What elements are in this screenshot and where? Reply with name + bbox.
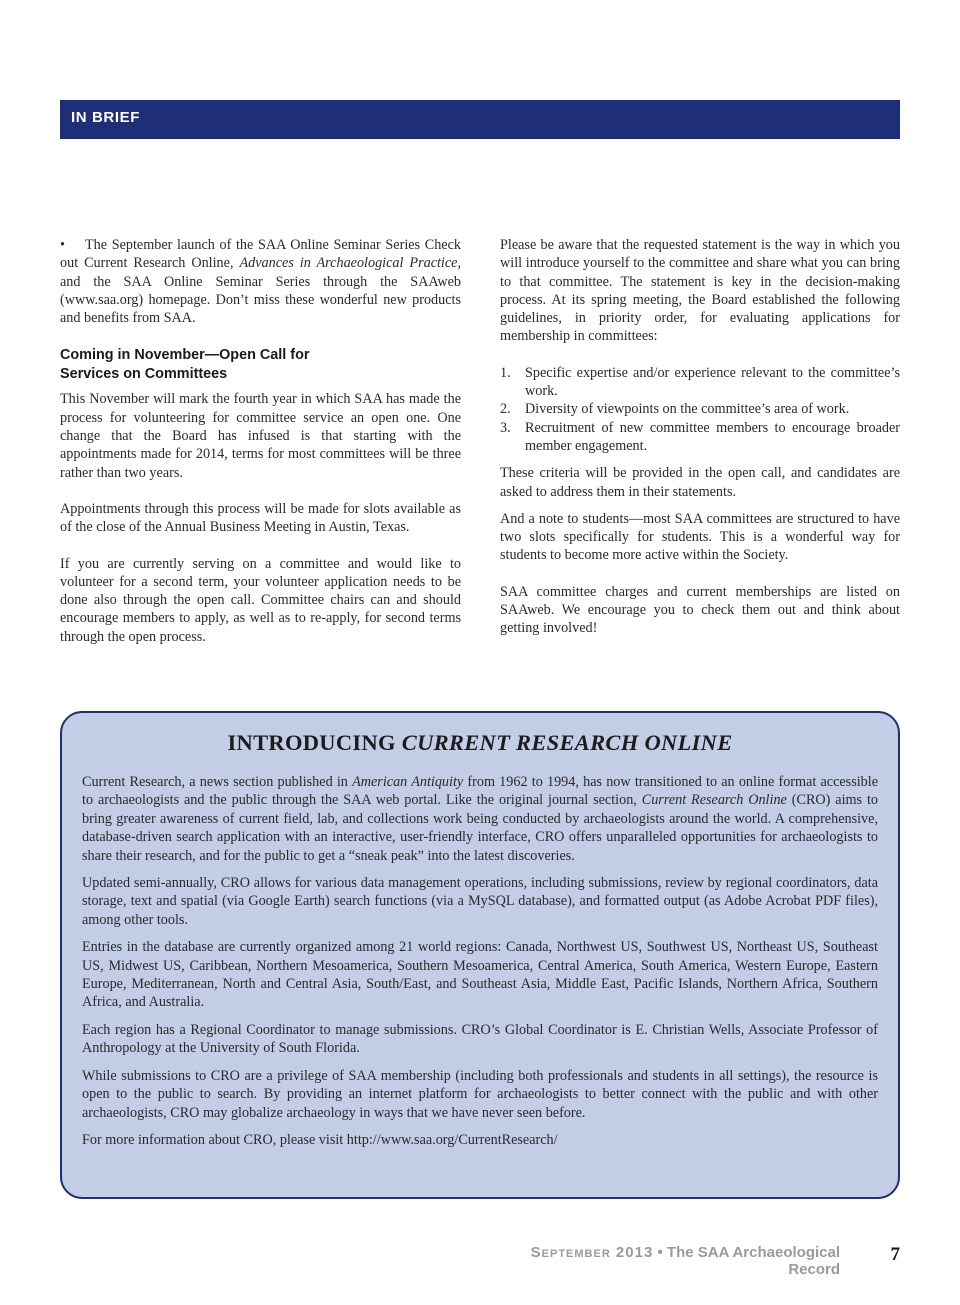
section-subheading: Coming in November—Open Call for Services on Committees [60,347,310,383]
bullet-icon: • [60,237,65,253]
paragraph: Appointments through this process will be made for slots available as of the close of the Annual Business Meeting in Austin, Texas. [60,500,461,536]
paragraph: This November will mark the fourth year in which SAA has made the process for volunteering for committee service an open one. One change that the Board has infused is that starting with the appointments made for 2014, terms for most committees will be three rather than two years. [60,391,461,481]
banner-label: IN BRIEF [71,109,140,126]
list-item: 1. Specific expertise and/or experience relevant to the committee’s work. [500,364,900,400]
callout-paragraph: Current Research, a news section published in American Antiquity from 1962 to 1994, has now transitioned to an online format accessible to archaeologists and the public through the SAA web portal. Like the original journal section, Current Research Online (CRO) aims to bring greater awareness of current field, lab, and collections work being conducted by archaeologists around the world. A comprehensive, database-driven search application with an interactive, user-friendly interface, CRO offers unparalleled opportunities for archaeologists to share their research, and for the public to get a “sneak peak” into the latest discoveries. [82,774,879,864]
page-footer [480,1244,840,1278]
right-column [500,236,900,638]
list-item: 3. Recruitment of new committee members to encourage broader member engagement. [500,419,900,454]
callout-paragraph: Entries in the database are currently organized among 21 world regions: Canada, Northwest US, Southwest US, Northeast US, Southeast US, Midwest US, Caribbean, Northern Mesoamerica, Southern Mesoamerica, Central America, South America, Western Europe, Eastern Europe, Mediterranean, North and Central Asia, South/East, and Southeast Asia, Middle East, Pacific Islands, Northern Africa, Southern Africa, and Australia. [82,939,878,1011]
paragraph: If you are currently serving on a committee and would like to volunteer for a second term, your volunteer application needs to be done also through the open call. Committee chairs can and should encourage members to apply, as well as to re-apply, for second terms through the open process. [60,555,461,645]
page-number: 7 [890,1244,900,1265]
left-column [60,236,461,646]
footer-separator: • [653,1244,667,1261]
cro-callout-box [60,711,900,1199]
paragraph: These criteria will be provided in the open call, and candidates are asked to address them in their statements. [500,465,900,500]
footer-publication: The SAA Archaeological Record [666,1244,840,1278]
paragraph: SAA committee charges and current memberships are listed on SAAweb. We encourage you to check them out and think about getting involved! [500,583,900,637]
bullet-item: • The September launch of the SAA Online Seminar Series Check out Current Research Online, Advances in Archaeological Practice, and the SAA Online Seminar Series through the SAAweb (www.saa.org) homepage. Don’t miss these wonderful new products and benefits from SAA. [60,237,462,327]
paragraph: And a note to students—most SAA committees are structured to have two slots specifically for students. This is a wonderful way for students to become more active within the Society. [500,510,900,564]
list-item: 2. Diversity of viewpoints on the committee’s area of work. [500,401,850,418]
footer-issue: September 2013 [530,1244,654,1261]
callout-paragraph: For more information about CRO, please visit http://www.saa.org/CurrentResearch/ [82,1131,558,1148]
callout-title: INTRODUCING CURRENT RESEARCH ONLINE [227,730,733,755]
callout-paragraph: While submissions to CRO are a privilege of SAA membership (including both professionals and students in all settings), the resource is open to the public to search. By providing an internet platform for archaeologists to better connect with the public and with other archaeologists, CRO may globalize archaeology in ways that we have never seen before. [82,1067,878,1121]
section-banner [60,100,900,139]
paragraph: Please be aware that the requested statement is the way in which you will introduce yourself to the committee and share what you can bring to that committee. The statement is key in the decision-making process. At its spring meeting, the Board established the following guidelines, in priority order, for evaluating applications for membership in committees: [500,237,900,345]
callout-paragraph: Each region has a Regional Coordinator to manage submissions. CRO’s Global Coordinator is E. Christian Wells, Associate Professor of Anthropology at the University of South Florida. [82,1021,878,1057]
guidelines-list [500,364,900,455]
callout-paragraph: Updated semi-annually, CRO allows for various data management operations, including submissions, review by regional coordinators, data storage, text and spatial (via Google Earth) search functions (via a MySQL database), and formatted output (as Adobe Acrobat PDF files), among other tools. [82,875,878,928]
